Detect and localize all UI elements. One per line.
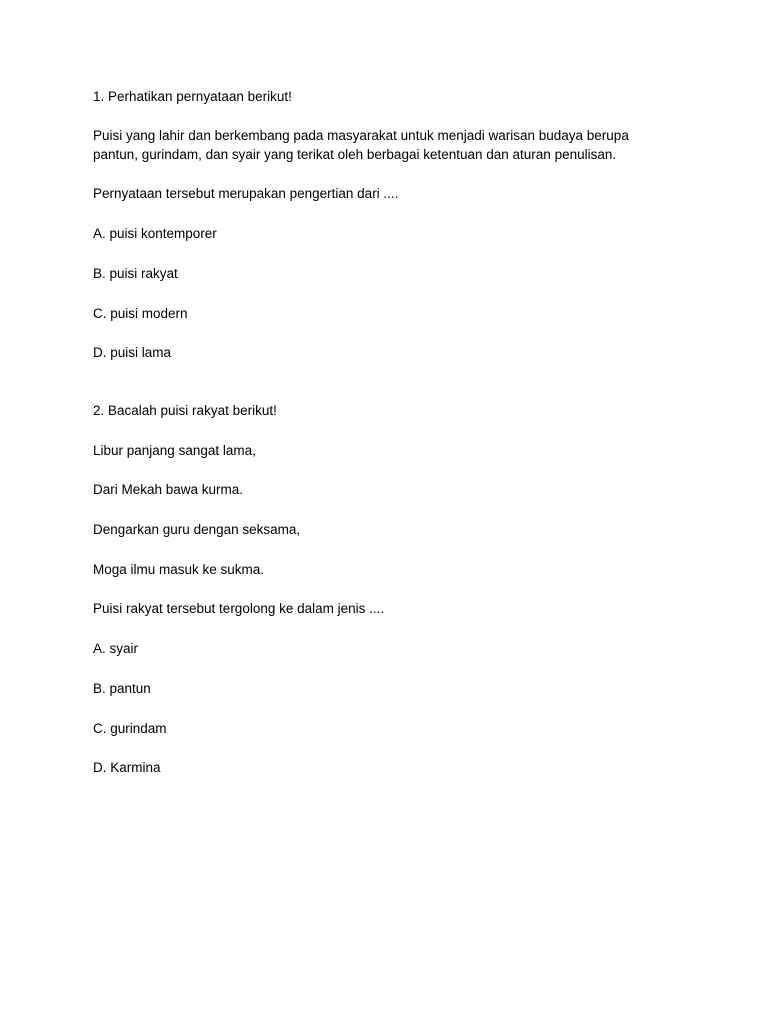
question-2-option-d: D. Karmina (93, 760, 161, 775)
question-2-option-b: B. pantun (93, 681, 151, 696)
poem-line-3: Dengarkan guru dengan seksama, (93, 522, 301, 537)
question-2-option-c: C. gurindam (93, 721, 167, 736)
question-2-heading: 2. Bacalah puisi rakyat berikut! (93, 403, 277, 418)
poem-line-1: Libur panjang sangat lama, (93, 443, 256, 458)
question-1-option-b: B. puisi rakyat (93, 266, 178, 281)
question-1-passage-line-2: pantun, gurindam, dan syair yang terikat oleh berbagai ketentuan dan aturan penulisan. (93, 147, 617, 162)
question-1-heading: 1. Perhatikan pernyataan berikut! (93, 89, 292, 104)
question-1-option-a: A. puisi kontemporer (93, 226, 217, 241)
poem-line-4: Moga ilmu masuk ke sukma. (93, 562, 265, 577)
question-1-option-d: D. puisi lama (93, 345, 172, 360)
question-2-option-a: A. syair (93, 641, 139, 656)
question-1-option-c: C. puisi modern (93, 306, 188, 321)
question-1-passage-line-1: Puisi yang lahir dan berkembang pada masyarakat untuk menjadi warisan budaya berupa (93, 128, 629, 143)
poem-line-2: Dari Mekah bawa kurma. (93, 482, 244, 497)
question-1-prompt: Pernyataan tersebut merupakan pengertian dari .... (93, 186, 399, 201)
question-2-prompt: Puisi rakyat tersebut tergolong ke dalam jenis .... (93, 601, 385, 616)
